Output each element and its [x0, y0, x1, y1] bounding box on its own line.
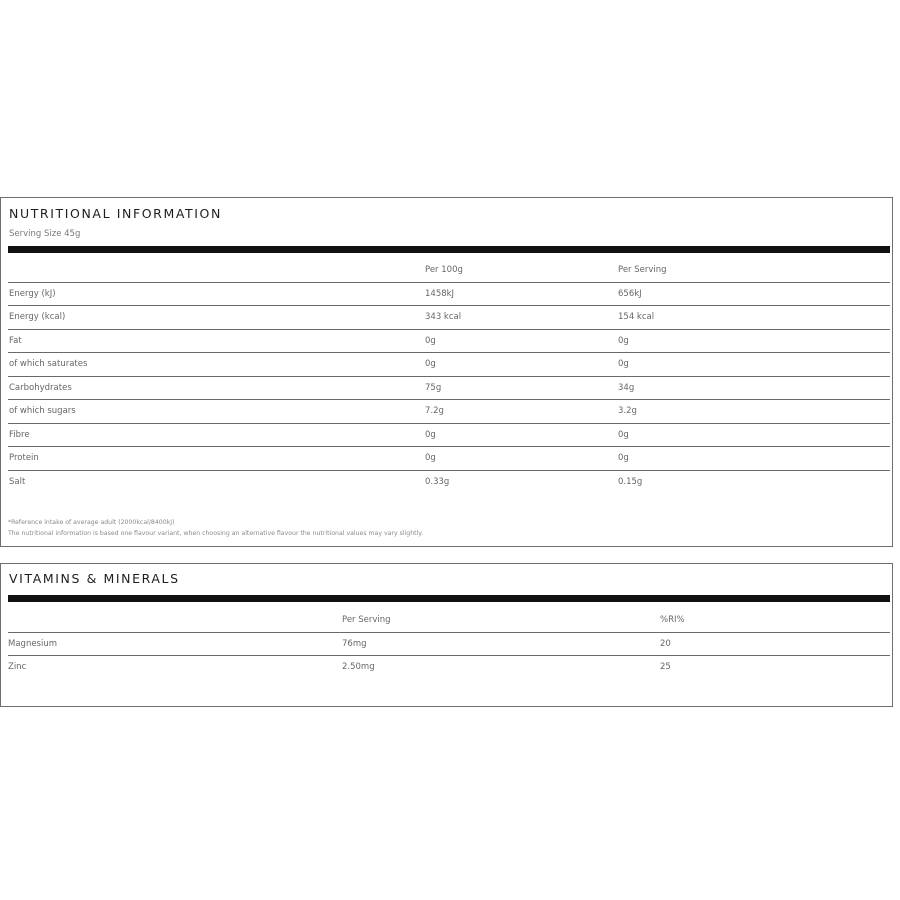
nutrient-name: Energy (kJ) — [9, 288, 56, 299]
table-row — [8, 353, 890, 377]
nutrition-table — [8, 259, 890, 494]
table-row — [8, 283, 890, 307]
ri-percent-value: 25 — [660, 662, 671, 672]
per-100g-value: 0g — [425, 335, 436, 346]
per-serving-value: 0g — [618, 429, 629, 440]
ri-percent-value: 20 — [660, 638, 671, 649]
header-ri-percent: %RI% — [660, 615, 685, 625]
serving-size: Serving Size 45g — [9, 229, 81, 239]
vitamins-title: VITAMINS & MINERALS — [9, 571, 180, 586]
nutrient-name: Protein — [9, 453, 39, 463]
table-row — [8, 656, 890, 680]
nutrient-name: of which sugars — [9, 406, 76, 416]
table-row — [8, 400, 890, 424]
table-row — [8, 633, 890, 657]
per-serving-value: 2.50mg — [342, 662, 375, 672]
header-per-100g: Per 100g — [425, 265, 463, 275]
nutrient-name: Salt — [9, 476, 26, 487]
per-100g-value: 343 kcal — [425, 312, 462, 322]
table-row — [8, 447, 890, 471]
nutrient-name: of which saturates — [9, 359, 88, 369]
vitamins-header-row — [8, 609, 890, 633]
header-per-serving: Per Serving — [618, 265, 667, 275]
per-100g-value: 0g — [425, 359, 436, 369]
nutrient-name: Fibre — [9, 429, 30, 440]
nutrient-name: Fat — [9, 335, 22, 346]
flavour-variant-footnote: The nutritional information is based one flavour variant, when choosing an alternative flavour the nutritional values may vary slightly. — [8, 530, 424, 537]
per-serving-value: 0.15g — [618, 476, 643, 487]
table-row — [8, 377, 890, 401]
per-serving-value: 0g — [618, 453, 629, 463]
per-100g-value: 7.2g — [425, 406, 444, 416]
per-100g-value: 0.33g — [425, 476, 450, 487]
mineral-name: Zinc — [8, 662, 27, 672]
reference-intake-footnote: *Reference intake of average adult (2000kcal/8400kJ) — [8, 519, 175, 526]
table-row — [8, 330, 890, 354]
per-100g-value: 75g — [425, 382, 442, 393]
per-serving-value: 0g — [618, 359, 629, 369]
nutrient-name: Energy (kcal) — [9, 312, 66, 322]
per-serving-value: 656kJ — [618, 288, 642, 299]
nutrition-title: NUTRITIONAL INFORMATION — [9, 206, 222, 221]
vitamins-panel — [0, 563, 893, 707]
table-row — [8, 471, 890, 495]
vitamins-table — [8, 609, 890, 680]
header-per-serving: Per Serving — [342, 615, 391, 625]
per-100g-value: 0g — [425, 429, 436, 440]
per-100g-value: 0g — [425, 453, 436, 463]
vitamins-header-rule — [8, 595, 890, 602]
per-serving-value: 0g — [618, 335, 629, 346]
per-serving-value: 76mg — [342, 638, 367, 649]
table-row — [8, 306, 890, 330]
per-100g-value: 1458kJ — [425, 288, 455, 299]
nutrition-header-row — [8, 259, 890, 283]
per-serving-value: 34g — [618, 382, 635, 393]
per-serving-value: 3.2g — [618, 406, 637, 416]
mineral-name: Magnesium — [8, 638, 58, 649]
nutrient-name: Carbohydrates — [9, 382, 72, 393]
per-serving-value: 154 kcal — [618, 312, 655, 322]
table-row — [8, 424, 890, 448]
nutrition-panel — [0, 197, 893, 547]
nutrition-header-rule — [8, 246, 890, 253]
